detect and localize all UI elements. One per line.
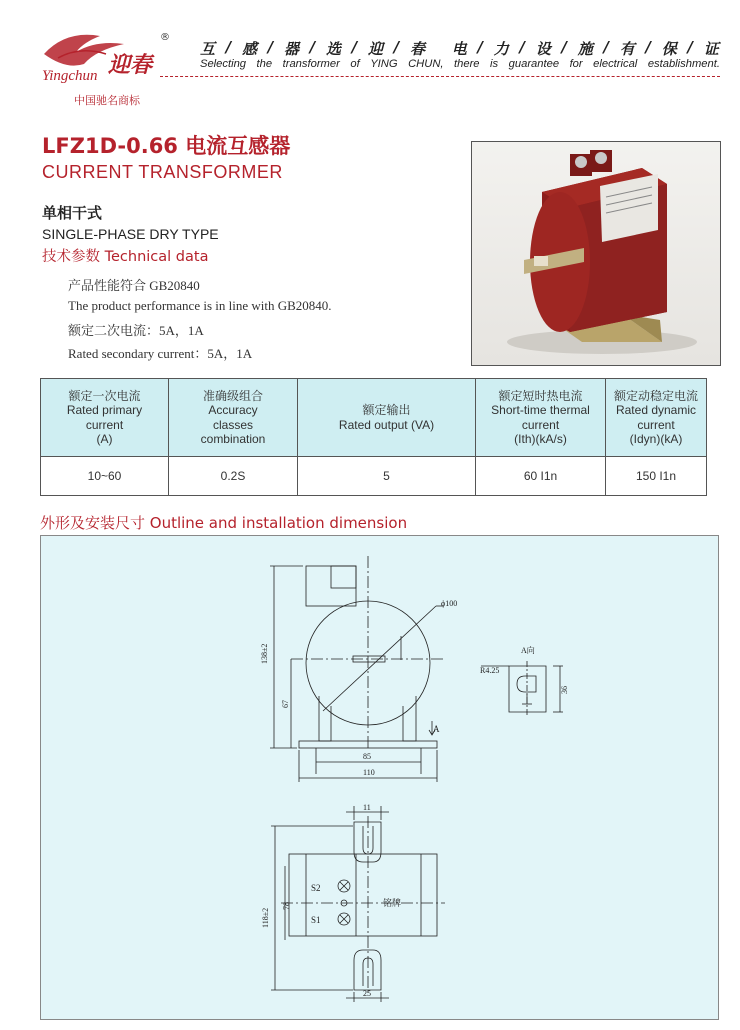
slogan-separator: /: [477, 38, 484, 56]
slogan-cn: [200, 38, 720, 59]
col-rated-primary-current: 额定一次电流 Rated primary current (A): [41, 379, 169, 457]
slogan-en-word: of: [350, 58, 360, 70]
nameplate-label: 铭牌: [383, 899, 402, 909]
note-secondary-cn: 额定二次电流：5A，1A: [68, 323, 204, 338]
side-view-label: A向: [521, 646, 535, 655]
slogan-cn-char: 迎: [368, 40, 385, 58]
slogan-en-word: there: [454, 58, 480, 70]
slogan-en-word: transformer: [282, 58, 340, 70]
outline-heading: 外形及安装尺寸 Outline and installation dimension: [40, 514, 408, 532]
product-model-title: LFZ1D-0.66 电流互感器: [42, 134, 291, 158]
slogan-en-word: guarantee: [508, 58, 560, 70]
header-divider: [160, 76, 720, 77]
slogan-separator: /: [687, 38, 694, 56]
slogan-en-word: establishment.: [647, 58, 720, 70]
dim-top-width: 11: [363, 803, 371, 812]
cell-output: 5: [298, 457, 476, 496]
terminal-s2: S2: [311, 883, 321, 893]
col-rated-output: 额定输出 Rated output (VA): [298, 379, 476, 457]
dim-bottom-width: 25: [363, 989, 371, 998]
dim-base-outer: 110: [363, 768, 375, 777]
dim-front-height: 138±2: [260, 643, 269, 664]
slogan-separator: /: [225, 38, 233, 56]
trademark-note: 中国驰名商标: [74, 94, 140, 107]
view-arrow-a: A: [433, 724, 440, 734]
note-secondary-en: Rated secondary current：5A，1A: [68, 346, 253, 361]
cell-dynamic: 150 I1n: [606, 457, 707, 496]
transformer-photo-icon: [472, 142, 721, 366]
slogan-separator: /: [309, 38, 317, 56]
slogan-separator: /: [267, 38, 275, 56]
note-standard-en: The product performance is in line with GB20840.: [68, 298, 332, 313]
slogan-cn-char: 器: [284, 40, 301, 58]
dim-base-inner: 85: [363, 752, 371, 761]
product-photo: [471, 141, 721, 366]
dim-inner: 78: [282, 902, 291, 910]
slogan-separator: /: [603, 38, 610, 56]
slogan-cn-char: 春: [410, 40, 427, 58]
terminal-s1: S1: [311, 915, 321, 925]
front-view: [270, 556, 445, 782]
registered-mark: ®: [160, 32, 170, 43]
type-en: SINGLE-PHASE DRY TYPE: [42, 226, 219, 242]
slogan-cn-char: 保: [661, 40, 678, 58]
slogan-en-word: Selecting: [200, 58, 247, 70]
slogan-en-word: the: [256, 58, 273, 70]
slogan-separator: /: [393, 38, 401, 56]
slogan-cn-char: 感: [242, 40, 259, 58]
brand-script: Yingchun: [42, 68, 98, 84]
dim-diameter: ϕ100: [441, 599, 458, 608]
slogan-cn-char: 电: [451, 40, 468, 58]
product-title-en: CURRENT TRANSFORMER: [42, 162, 283, 182]
note-standard-cn: 产品性能符合 GB20840: [68, 278, 200, 293]
brand-cn: 迎春: [108, 53, 153, 78]
slogan-cn-char: 有: [619, 40, 636, 58]
technical-data-heading: 技术参数 Technical data: [42, 249, 209, 265]
col-short-time-thermal-current: 额定短时热电流 Short-time thermal current (Ith)(kA/s): [476, 379, 606, 457]
slogan-cn-char: 施: [577, 40, 594, 58]
outline-drawing-panel: [40, 535, 719, 1020]
slogan-en-word: for: [569, 58, 583, 70]
cell-primary-current: 10~60: [41, 457, 169, 496]
dim-center-height: 67: [281, 700, 290, 708]
slogan-separator: /: [645, 38, 652, 56]
table-header-row: [41, 379, 707, 457]
dim-side-height: 36: [560, 686, 569, 694]
slogan-en-word: is: [490, 58, 499, 70]
slogan-en-word: electrical: [593, 58, 638, 70]
slogan-cn-char: 选: [326, 40, 343, 58]
table-row: [41, 457, 707, 496]
slogan-en: [200, 58, 720, 70]
col-rated-dynamic-current: 额定动稳定电流 Rated dynamic current (Idyn)(kA): [606, 379, 707, 457]
dim-top-height: 118±2: [261, 907, 270, 928]
technical-data-table: [40, 378, 707, 496]
cell-accuracy: 0.2S: [169, 457, 298, 496]
cell-thermal: 60 I1n: [476, 457, 606, 496]
dim-radius: R4.25: [480, 666, 500, 675]
slogan-cn-char: 力: [493, 40, 510, 58]
slogan-cn-char: [436, 38, 442, 59]
slogan-cn-char: 设: [535, 40, 552, 58]
slogan-cn-char: 互: [200, 40, 217, 58]
slogan-separator: /: [561, 38, 568, 56]
col-accuracy-classes: 准确级组合 Accuracy classes combination: [169, 379, 298, 457]
slogan-separator: /: [351, 38, 359, 56]
top-view: [271, 806, 445, 1002]
slogan-en-word: YING: [370, 58, 398, 70]
dimension-drawing: [41, 536, 720, 1021]
slogan-en-word: CHUN,: [408, 58, 444, 70]
brand-logo: [36, 24, 176, 86]
type-cn: 单相干式: [42, 204, 103, 222]
slogan-cn-char: 证: [703, 40, 720, 58]
slogan-separator: /: [519, 38, 526, 56]
